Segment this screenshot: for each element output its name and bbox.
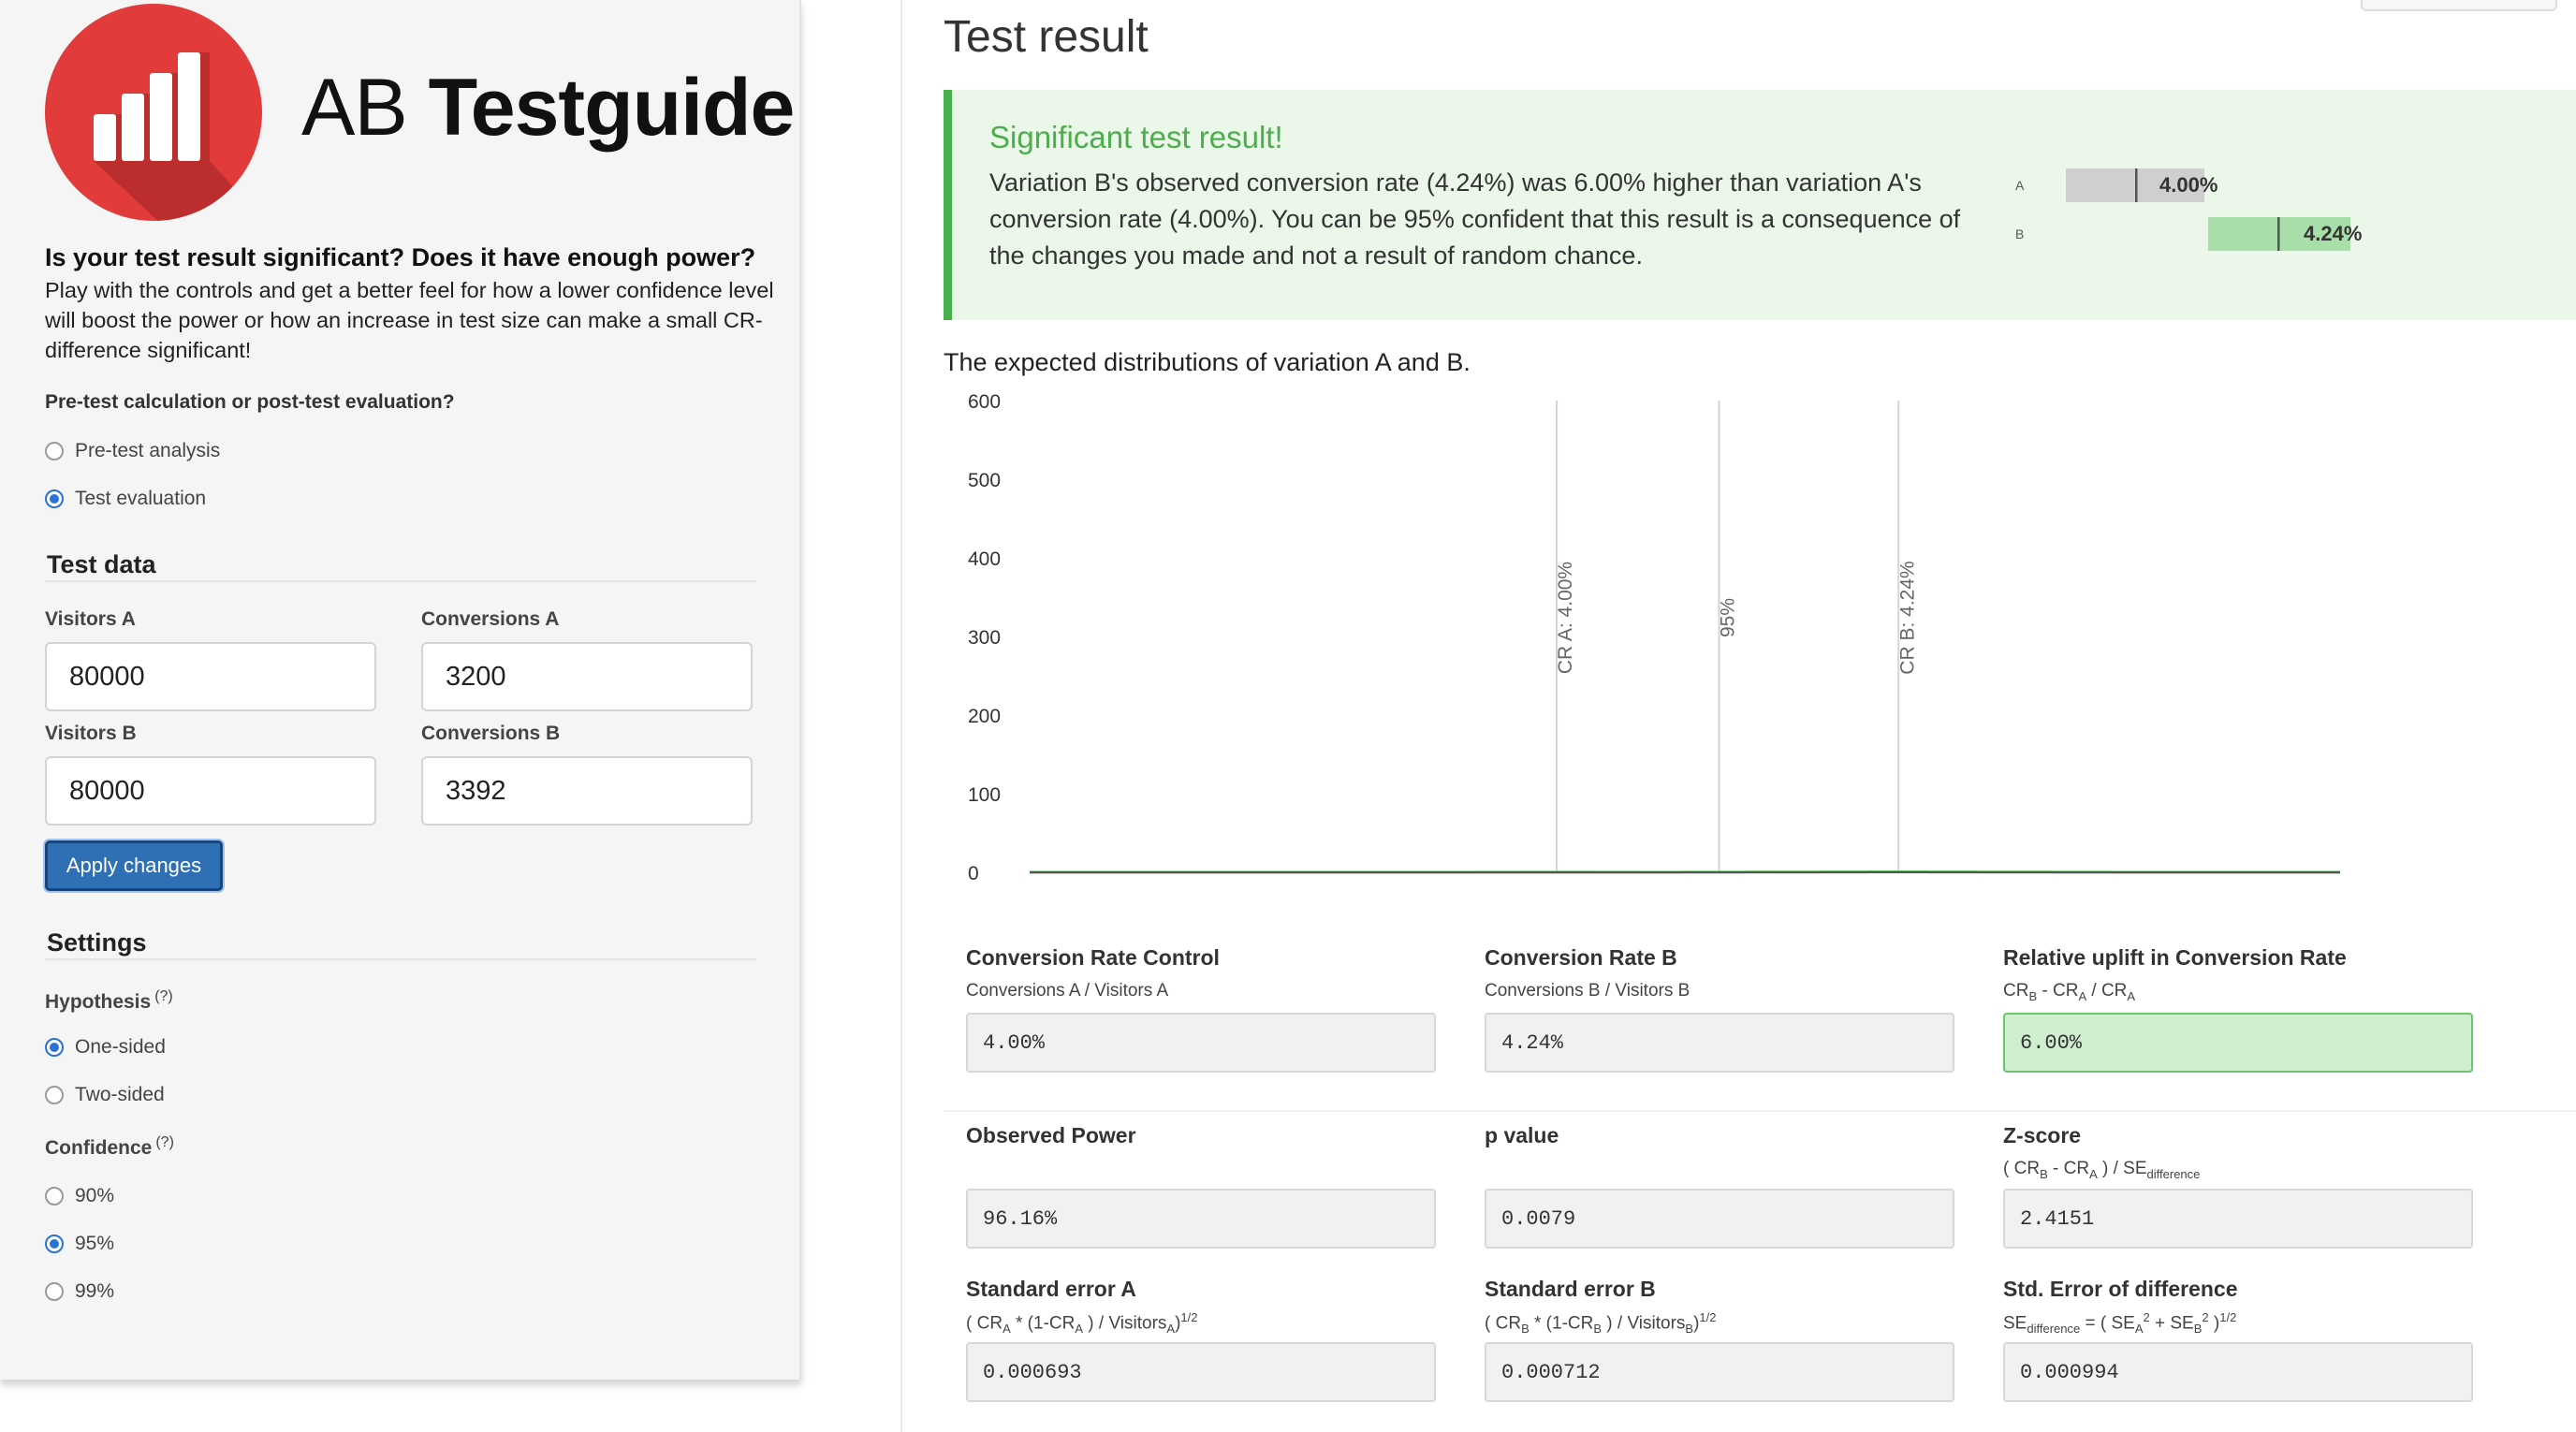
radio-one-sided[interactable] [45,1036,166,1059]
z-score-formula: ( $CR_B - CR_A$ ) / $SE_{difference}$ [2003,1159,2201,1181]
brand-name: AB Testguide [301,63,795,153]
z-score-label: Z-score [2003,1123,2082,1147]
y-tick-label: 200 [968,706,1002,727]
hypothesis-help-link[interactable]: (?) [154,988,173,1004]
y-tick-label: 100 [968,784,1002,806]
radio-confidence-90-control[interactable] [45,1187,64,1206]
intro-text: Play with the controls and get a better feel for how a lower confidence level will boost the power or how an increase in test size can make a small CR-difference significant! [45,278,774,362]
mode-question: Pre-test calculation or post-test evaluation? [45,391,455,413]
radio-pre-test-label: Pre-test analysis [75,440,221,461]
confidence-label: Confidence (?) [45,1134,174,1159]
radio-confidence-99-control[interactable] [45,1282,64,1301]
cr-b-formula: Conversions B / Visitors B [1485,981,1690,1001]
conversions-b-input[interactable]: 3392 [421,756,753,826]
uplift-label: Relative uplift in Conversion Rate [2003,945,2347,970]
radio-pre-test-control[interactable] [45,442,64,460]
cr-a-marker-label: CR A: 4.00% [1555,561,1577,675]
se-a-value: 0.000693 [966,1342,1436,1402]
divider [944,1110,2576,1112]
radio-confidence-95[interactable] [45,1233,114,1255]
se-b-formula: ( $CR_B * (1-CR_B$ ) / Visitors$_B$)$^{1/2}$ [1485,1310,1717,1337]
conversions-a-input[interactable]: 3200 [421,642,753,711]
se-a-label: Standard error A [966,1277,1136,1301]
radio-two-sided-label: Two-sided [75,1084,165,1105]
y-tick-label: 300 [968,627,1002,649]
se-diff-label: Std. Error of difference [2003,1277,2238,1301]
se-b-value: 0.000712 [1485,1342,1954,1402]
significance-alert [944,90,2576,320]
apply-changes-button[interactable]: Apply changes [45,840,223,891]
divider [45,580,756,582]
uplift-value: 6.00% [2003,1013,2473,1073]
y-tick-label: 600 [968,391,1002,413]
test-data-title: Test data [47,550,156,578]
radio-confidence-99-label: 99% [75,1280,115,1302]
y-tick-label: 500 [968,470,1002,491]
radio-confidence-90[interactable] [45,1185,114,1207]
distribution-chart-title: The expected distributions of variation A and B. [944,348,1471,376]
visitors-b-input[interactable]: 80000 [45,756,376,826]
distribution-chart [955,384,2509,908]
cr-control-value: 4.00% [966,1013,1436,1073]
bar-chart-logo-icon [45,4,262,221]
divider [45,958,756,960]
se-b-label: Standard error B [1485,1277,1656,1301]
cr-b-label: Conversion Rate B [1485,945,1677,970]
conversions-b-label: Conversions B [421,723,561,744]
mini-bar-b-value: 4.24% [2304,222,2363,245]
radio-pre-test[interactable] [45,440,220,462]
settings-title: Settings [47,928,147,957]
confidence-help-link[interactable]: (?) [155,1134,174,1150]
power-value: 96.16% [966,1189,1436,1249]
mini-bar-a-label: A [2015,178,2025,193]
radio-confidence-90-label: 90% [75,1185,115,1206]
se-diff-value: 0.000994 [2003,1342,2473,1402]
alert-text: Variation B's observed conversion rate (4.24%) was 6.00% higher than variation A's conversion rate (4.00%). You can be 95% confident that this result is a consequence of the changes you made and not a result of random chance. [989,168,1961,270]
power-label: Observed Power [966,1123,1136,1147]
y-tick-label: 400 [968,548,1002,570]
radio-test-evaluation-control[interactable] [45,490,64,508]
test-result-title: Test result [944,12,1149,62]
mini-bar-a-value: 4.00% [2159,173,2218,197]
z-score-value: 2.4151 [2003,1189,2473,1249]
top-toolbar-button[interactable] [2361,0,2557,11]
visitors-a-input[interactable]: 80000 [45,642,376,711]
se-diff-formula: $SE_{difference}$ = ( $SE_A^2 + SE_B^2$ )$^{1/2}$ [2003,1310,2237,1337]
p-value-value: 0.0079 [1485,1189,1954,1249]
settings-sidebar [0,0,801,1380]
cr-control-label: Conversion Rate Control [966,945,1220,970]
visitors-a-label: Visitors A [45,608,136,630]
radio-one-sided-label: One-sided [75,1036,166,1058]
alert-title: Significant test result! [989,120,1283,154]
panel-divider [900,0,902,1432]
conversions-a-label: Conversions A [421,608,560,630]
cr-b-marker-label: CR B: 4.24% [1896,561,1919,675]
radio-one-sided-control[interactable] [45,1038,64,1057]
cr-control-formula: Conversions A / Visitors A [966,981,1169,1001]
radio-confidence-95-label: 95% [75,1233,115,1254]
radio-test-evaluation-label: Test evaluation [75,488,207,509]
mini-bar-a-marker [2135,168,2138,202]
radio-two-sided[interactable] [45,1084,165,1106]
intro-question: Is your test result significant? Does it have enough power? [45,243,756,271]
radio-two-sided-control[interactable] [45,1086,64,1104]
confidence-threshold-marker-label: 95% [1717,597,1739,638]
radio-test-evaluation[interactable] [45,488,206,510]
uplift-formula: $CR_B - CR_A / CR_A$ [2003,981,2136,1003]
radio-confidence-99[interactable] [45,1280,114,1303]
p-value-label: p value [1485,1123,1559,1147]
cr-b-value: 4.24% [1485,1013,1954,1073]
se-a-formula: ( $CR_A * (1-CR_A$ ) / Visitors$_A$)$^{1/2}$ [966,1310,1198,1337]
mini-bar-b-label: B [2015,226,2025,241]
y-tick-label: 0 [968,863,979,884]
visitors-b-label: Visitors B [45,723,137,744]
radio-confidence-95-control[interactable] [45,1235,64,1253]
hypothesis-label: Hypothesis (?) [45,988,173,1013]
mini-bar-b-marker [2277,217,2280,251]
